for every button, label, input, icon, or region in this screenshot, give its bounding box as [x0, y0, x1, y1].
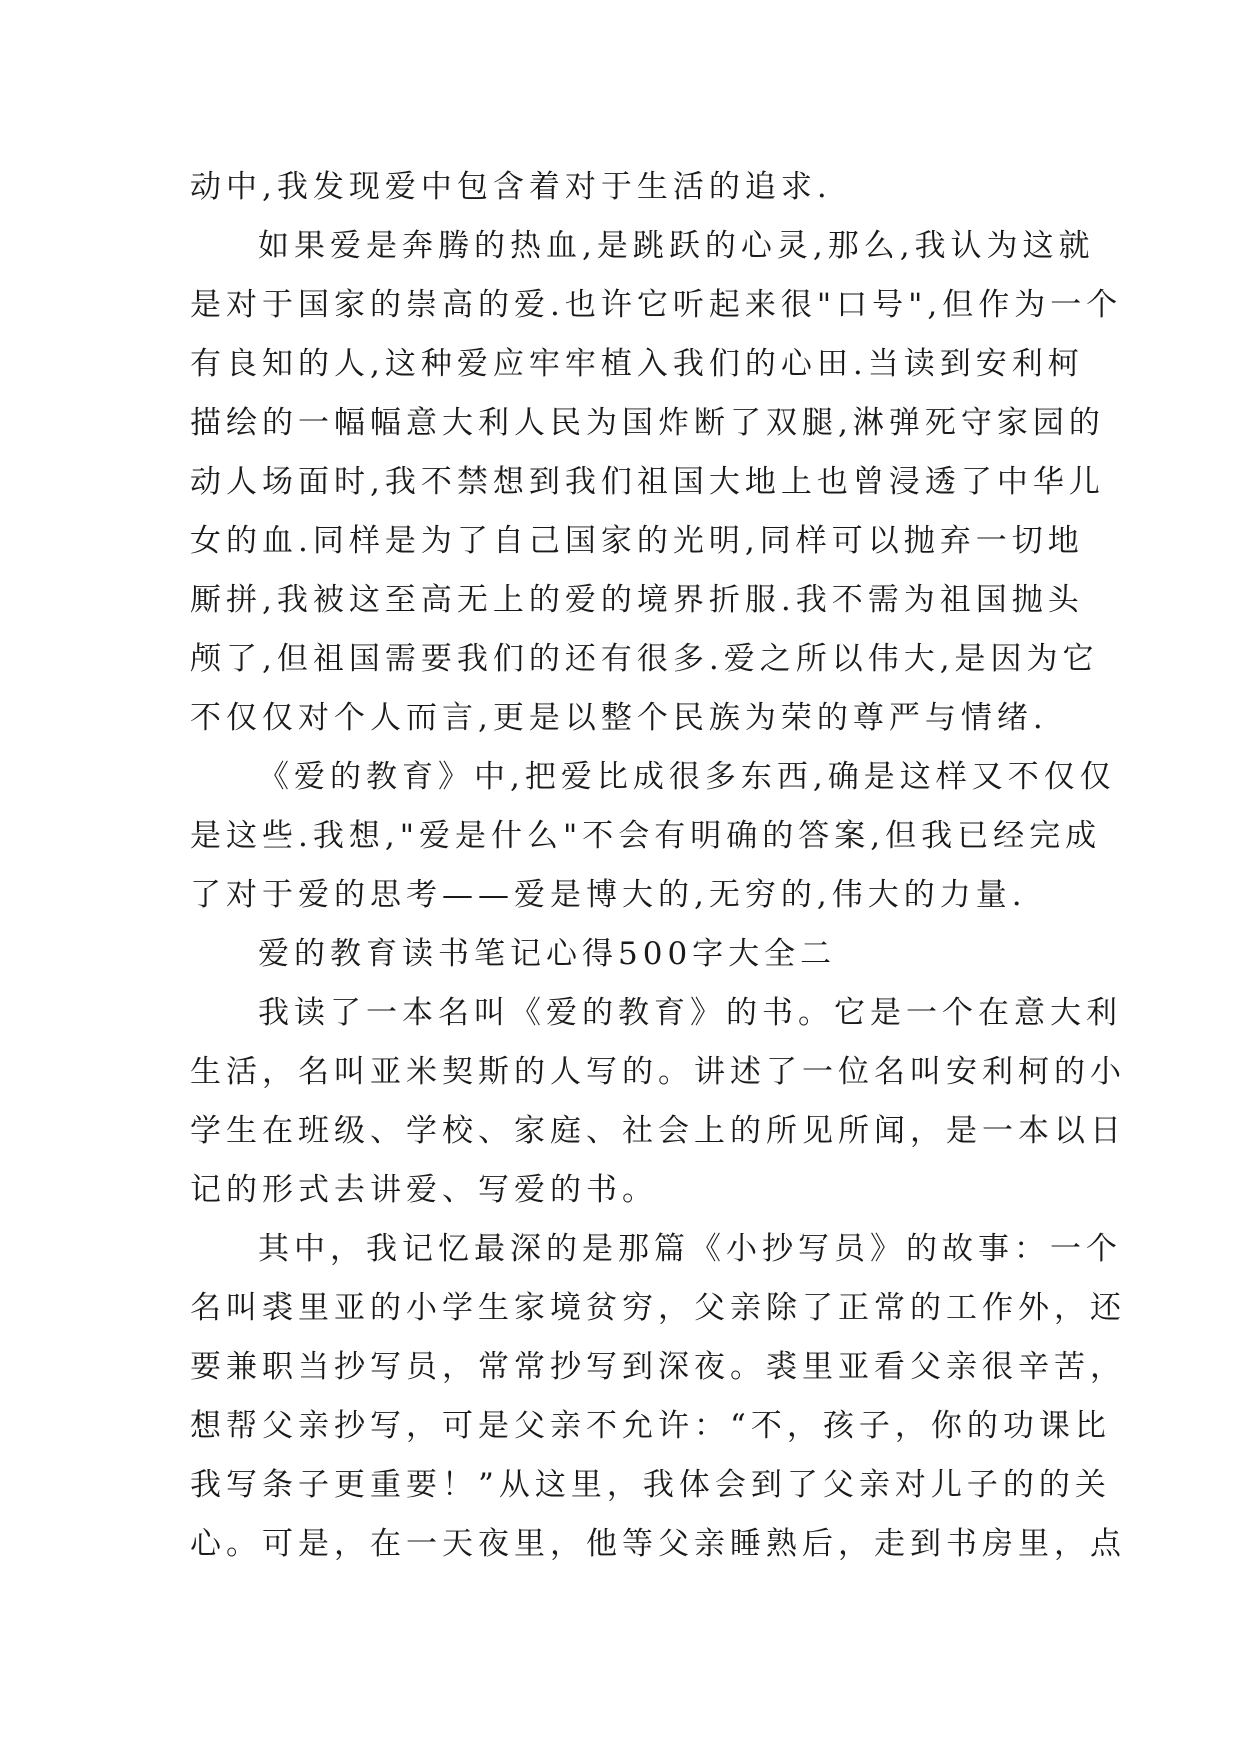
text-line: 动中,我发现爱中包含着对于生活的追求. [190, 169, 832, 205]
text-line: 有良知的人,这种爱应牢牢植入我们的心田.当读到安利柯 [190, 346, 1084, 382]
text-line: 想帮父亲抄写，可是父亲不允许：“不，孩子，你的功课比 [190, 1408, 1111, 1444]
text-line: 我读了一本名叫《爱的教育》的书。它是一个在意大利 [258, 995, 1122, 1031]
text-line: 描绘的一幅幅意大利人民为国炸断了双腿,淋弹死守家园的 [190, 405, 1105, 441]
text-line: 我写条子更重要！”从这里，我体会到了父亲对儿子的的关 [190, 1467, 1111, 1503]
text-line: 名叫裘里亚的小学生家境贫穷，父亲除了正常的工作外，还 [190, 1290, 1126, 1326]
text-line: 心。可是，在一天夜里，他等父亲睡熟后，走到书房里，点 [190, 1526, 1126, 1562]
text-line: 要兼职当抄写员，常常抄写到深夜。裘里亚看父亲很辛苦， [190, 1349, 1126, 1385]
text-line: 生活，名叫亚米契斯的人写的。讲述了一位名叫安利柯的小 [190, 1054, 1126, 1090]
text-line: 颅了,但祖国需要我们的还有很多.爱之所以伟大,是因为它 [190, 641, 1099, 677]
text-line: 是对于国家的崇高的爱.也许它听起来很"口号",但作为一个 [190, 287, 1123, 323]
text-line: 了对于爱的思考——爱是博大的,无穷的,伟大的力量. [190, 877, 1027, 913]
text-line: 如果爱是奔腾的热血,是跳跃的心灵,那么,我认为这就 [258, 228, 1095, 264]
text-line: 是这些.我想,"爱是什么"不会有明确的答案,但我已经完成 [190, 818, 1102, 854]
text-line: 《爱的教育》中,把爱比成很多东西,确是这样又不仅仅 [258, 759, 1116, 795]
section-heading: 爱的教育读书笔记心得500字大全二 [258, 936, 837, 972]
text-line: 动人场面时,我不禁想到我们祖国大地上也曾浸透了中华儿 [190, 464, 1105, 500]
text-line: 厮拼,我被这至高无上的爱的境界折服.我不需为祖国抛头 [190, 582, 1084, 618]
text-line: 女的血.同样是为了自己国家的光明,同样可以抛弃一切地 [190, 523, 1084, 559]
text-line: 不仅仅对个人而言,更是以整个民族为荣的尊严与情绪. [190, 700, 1048, 736]
text-line: 其中，我记忆最深的是那篇《小抄写员》的故事：一个 [258, 1231, 1122, 1267]
text-line: 记的形式去讲爱、写爱的书。 [190, 1172, 658, 1208]
document-body [190, 158, 1126, 1574]
text-line: 学生在班级、学校、家庭、社会上的所见所闻，是一本以日 [190, 1113, 1126, 1149]
